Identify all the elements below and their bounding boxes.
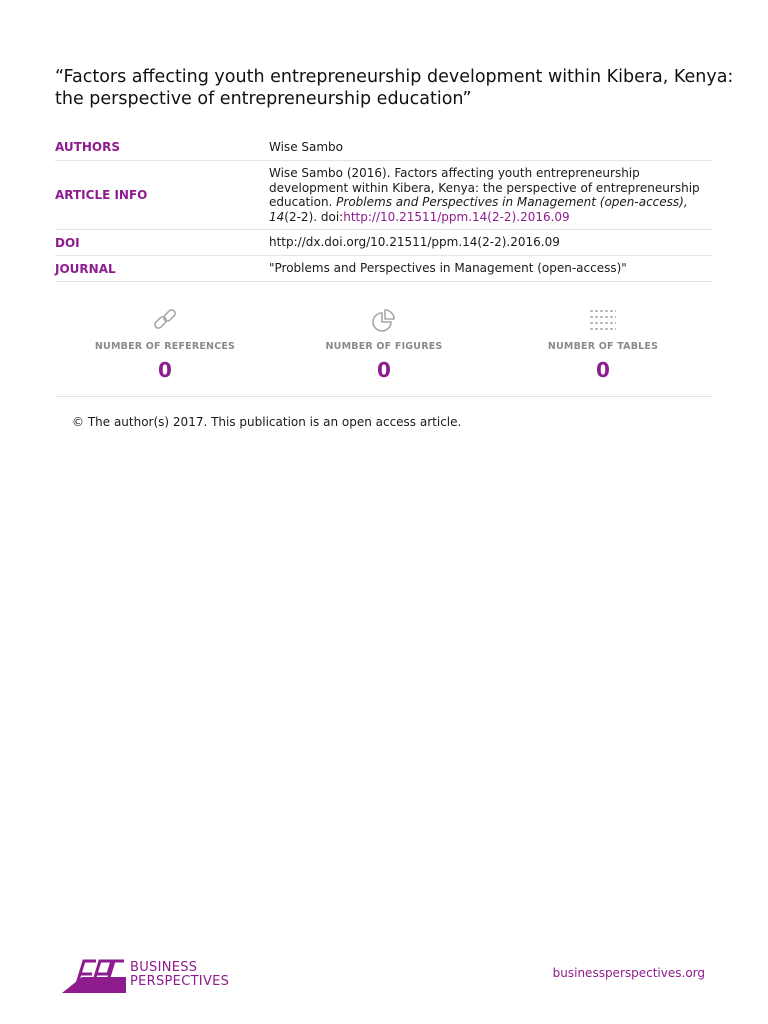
article-stats bbox=[55, 306, 712, 397]
link-icon bbox=[65, 306, 265, 336]
references-stat bbox=[65, 306, 265, 382]
tables-stat bbox=[503, 306, 703, 382]
figures-count: 0 bbox=[377, 358, 391, 382]
tables-label: NUMBER OF TABLES bbox=[547, 341, 659, 352]
journal-label: JOURNAL bbox=[55, 261, 116, 276]
pie-chart-icon bbox=[284, 306, 484, 336]
table-icon bbox=[503, 306, 703, 336]
logo-mark-icon bbox=[62, 957, 126, 993]
tables-count: 0 bbox=[596, 358, 610, 382]
authors-row bbox=[55, 134, 712, 161]
copyright-notice: © The author(s) 2017. This publication is an open access article. bbox=[72, 415, 462, 429]
logo-line-1: BUSINESS bbox=[130, 960, 198, 975]
journal-row bbox=[55, 256, 712, 282]
citation-doi-link[interactable]: http://10.21511/ppm.14(2-2).2016.09 bbox=[343, 209, 570, 224]
citation-text: Wise Sambo (2016). Factors affecting youth entrepreneurship development within Kibera, Kenya: the perspective of entrepreneurship education. bbox=[269, 166, 700, 209]
authors-label: AUTHORS bbox=[55, 140, 120, 154]
article-info-table bbox=[55, 134, 712, 282]
references-label: NUMBER OF REFERENCES bbox=[94, 341, 236, 352]
website-link[interactable]: businessperspectives.org bbox=[552, 966, 705, 980]
logo-line-2: PERSPECTIVES bbox=[130, 974, 230, 989]
business-perspectives-logo[interactable] bbox=[62, 957, 229, 993]
authors-value: Wise Sambo bbox=[269, 139, 344, 154]
journal-value: "Problems and Perspectives in Management (open-access)" bbox=[269, 261, 627, 276]
citation-issue: (2-2). doi: bbox=[284, 209, 344, 224]
doi-row bbox=[55, 230, 712, 256]
doi-label: DOI bbox=[55, 235, 80, 250]
citation-journal: Problems and Perspectives in Management (open-access), 14 bbox=[269, 195, 688, 224]
article-info-citation bbox=[269, 166, 712, 224]
article-title: “Factors affecting youth entrepreneurship development within Kibera, Kenya: the perspective of entrepreneurship education” bbox=[55, 67, 734, 109]
logo-text bbox=[130, 961, 229, 989]
figures-label: NUMBER OF FIGURES bbox=[325, 341, 443, 352]
doi-link[interactable]: http://dx.doi.org/10.21511/ppm.14(2-2).2016.09 bbox=[269, 235, 560, 250]
references-count: 0 bbox=[158, 358, 172, 382]
article-info-row bbox=[55, 161, 712, 230]
article-info-label: ARTICLE INFO bbox=[55, 188, 148, 202]
figures-stat bbox=[284, 306, 484, 382]
